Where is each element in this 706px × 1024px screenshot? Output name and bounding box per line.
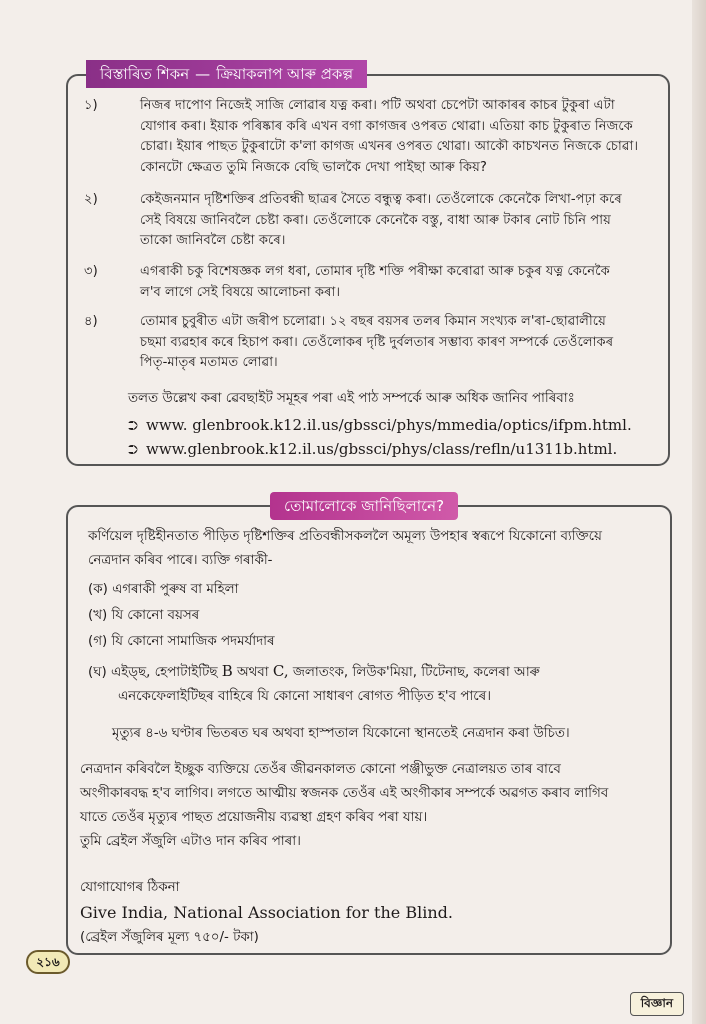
- activity-item-2: [84, 190, 658, 252]
- pledge-line: যাতে তেওঁৰ মৃত্যুৰ পাছত প্ৰয়োজনীয় ব্যৱস্থা গ্ৰহণ কৰিব পৰা যায়।: [80, 810, 428, 825]
- activity-number: ১): [84, 98, 98, 113]
- contact-label: যোগাযোগৰ ঠিকনা: [80, 880, 180, 895]
- condition-gha-line2: এনকেফেলাইটিছৰ বাহিৰে যি কোনো সাধাৰণ ৰোগত পীড়িত হ'ব পাৰে।: [118, 689, 492, 704]
- price-note: (ব্ৰেইল সঁজুলিৰ মূল্য ৭৫০/- টকা): [80, 930, 259, 945]
- website-link-1[interactable]: [128, 416, 632, 434]
- condition-kha: (খ) যি কোনো বয়সৰ: [88, 608, 200, 623]
- activities-banner: [86, 60, 367, 88]
- activity-number: ৪): [84, 314, 98, 329]
- condition-ka: (ক) এগৰাকী পুৰুষ বা মহিলা: [88, 582, 239, 597]
- website-link-text[interactable]: www. glenbrook.k12.il.us/gbssci/phys/mmedia/optics/ifpm.html.: [146, 416, 632, 434]
- page-number: ২১৬: [26, 950, 70, 974]
- activity-line: এগৰাকী চকু বিশেষজ্ঞক লগ ধৰা, তোমাৰ দৃষ্টি শক্তি পৰীক্ষা কৰোৱা আৰু চকুৰ যত্ন কেনেকৈ: [140, 264, 610, 279]
- activity-item-4: [84, 312, 658, 374]
- condition-gha: [88, 659, 668, 709]
- intro-paragraph: [88, 525, 658, 573]
- arrow-bullet-icon: ⮊: [128, 419, 138, 434]
- condition-ga: (গ) যি কোনো সামাজিক পদমৰ্যাদাৰ: [88, 634, 275, 649]
- activity-line: চছমা ব্যৱহাৰ কৰে হিচাপ কৰা। তেওঁলোকৰ দৃষ্টি দুৰ্বলতাৰ সম্ভাব্য কাৰণ সম্পৰ্কে তেওঁলোকৰ: [140, 334, 614, 350]
- hepatitis-b: B: [221, 662, 233, 680]
- pledge-line: তুমি ব্ৰেইল সঁজুলি এটাও দান কৰিব পাৰা।: [80, 834, 301, 849]
- did-you-know-banner: তোমালোকে জানিছিলানে?: [270, 492, 458, 520]
- pledge-line: নেত্ৰদান কৰিবলৈ ইচ্ছুক ব্যক্তিয়ে তেওঁৰ জীৱনকালত কোনো পঞ্জীভুক্ত নেত্ৰালয়ত তাৰ বাবে: [80, 762, 561, 777]
- intro-line: কৰ্ণিয়েল দৃষ্টিহীনতাত পীড়িত দৃষ্টিশক্তিৰ প্ৰতিবন্ধীসকললৈ অমূল্য উপহাৰ স্বৰূপে যিকোনো ব্যক্তিয়ে: [88, 529, 602, 544]
- pledge-paragraph: [80, 758, 666, 854]
- intro-line: নেত্ৰদান কৰিব পাৰে। ব্যক্তি গৰাকী-: [88, 553, 273, 568]
- website-link-2[interactable]: [128, 440, 617, 458]
- activity-item-3: [84, 262, 658, 303]
- banner-title-part2: ক্ৰিয়াকলাপ আৰু প্ৰকল্প: [216, 65, 354, 83]
- activity-line: সেই বিষয়ে জানিবলৈ চেষ্টা কৰা। তেওঁলোকে কেনেকৈ বস্তু, বাধা আৰু টকাৰ নোট চিনি পায়: [140, 212, 611, 228]
- condition-gha-text-c: জলাতংক, লিউক'মিয়া, টিটেনাছ, কলেৰা আৰু: [292, 665, 540, 680]
- hepatitis-c: C,: [272, 662, 289, 680]
- activity-line: তাকো জানিবলৈ চেষ্টা কৰে।: [140, 233, 286, 249]
- activity-line: নিজৰ দাপোণ নিজেই সাজি লোৱাৰ যত্ন কৰা। পটি অথবা চেপেটা আকাৰৰ কাচৰ টুকুৰা এটা: [140, 98, 615, 113]
- contact-name: Give India, National Association for the Blind.: [80, 903, 453, 922]
- condition-gha-label: (ঘ): [88, 665, 107, 680]
- activity-number: ৩): [84, 264, 98, 279]
- activity-line: তোমাৰ চুবুৰীত এটা জৰীপ চলোৱা। ১২ বছৰ বয়সৰ তলৰ কিমান সংখ্যক ল'ৰা-ছোৱালীয়ে: [140, 314, 606, 329]
- subject-tag: বিজ্ঞান: [630, 992, 684, 1016]
- pledge-line: অংগীকাৰবদ্ধ হ'ব লাগিব। লগতে আত্মীয় স্বজনক তেওঁৰ এই অংগীকাৰ সম্পৰ্কে অৱগত কৰাব লাগিব: [80, 786, 609, 801]
- activity-line: যোগাৰ কৰা। ইয়াক পৰিষ্কাৰ কৰি এখন বগা কাগজৰ ওপৰত থোৱা। এতিয়া কাচ টুকুৰাত নিজকে: [140, 118, 633, 134]
- activity-item-1: [84, 96, 658, 178]
- activity-line: পিতৃ-মাতৃৰ মতামত লোৱা।: [140, 355, 278, 371]
- links-intro: তলত উল্লেখ কৰা ৱেবছাইট সমূহৰ পৰা এই পাঠ সম্পৰ্কে আৰু অধিক জানিব পাৰিবাঃ: [128, 391, 575, 406]
- activity-number: ২): [84, 192, 98, 207]
- page-edge: [692, 0, 706, 1024]
- condition-gha-text-a: এইড্ছ, হেপাটাইটিছ: [111, 665, 218, 680]
- condition-gha-text-b: অথবা: [237, 665, 269, 680]
- activity-line: চোৱা। ইয়াৰ পাছত টুকুৰাটো ক'লা কাগজ এখনৰ ওপৰত থোৱা। আকৌ কাচখনত নিজকে চোৱা।: [140, 139, 639, 155]
- website-link-text[interactable]: www.glenbrook.k12.il.us/gbssci/phys/class/refln/u1311b.html.: [146, 440, 618, 458]
- banner-title-part1: বিস্তাৰিত শিকন: [100, 65, 190, 83]
- activity-line: ল'ব লাগে সেই বিষয়ে আলোচনা কৰা।: [140, 284, 341, 300]
- arrow-bullet-icon: ⮊: [128, 443, 138, 458]
- activity-line: কোনটো ক্ষেত্ৰত তুমি নিজকে বেছি ভালকৈ দেখা পাইছা আৰু কিয়?: [140, 159, 487, 175]
- activity-line: কেইজনমান দৃষ্টিশক্তিৰ প্ৰতিবন্ধী ছাত্ৰৰ সৈতে বন্ধুত্ব কৰা। তেওঁলোকে কেনেকৈ লিখা-পঢ়া কৰে: [140, 192, 622, 207]
- banner-dash: —: [195, 65, 211, 83]
- time-note: মৃত্যুৰ ৪-৬ ঘণ্টাৰ ভিতৰত ঘৰ অথবা হাস্পতাল যিকোনো স্থানতেই নেত্ৰদান কৰা উচিত।: [112, 726, 570, 741]
